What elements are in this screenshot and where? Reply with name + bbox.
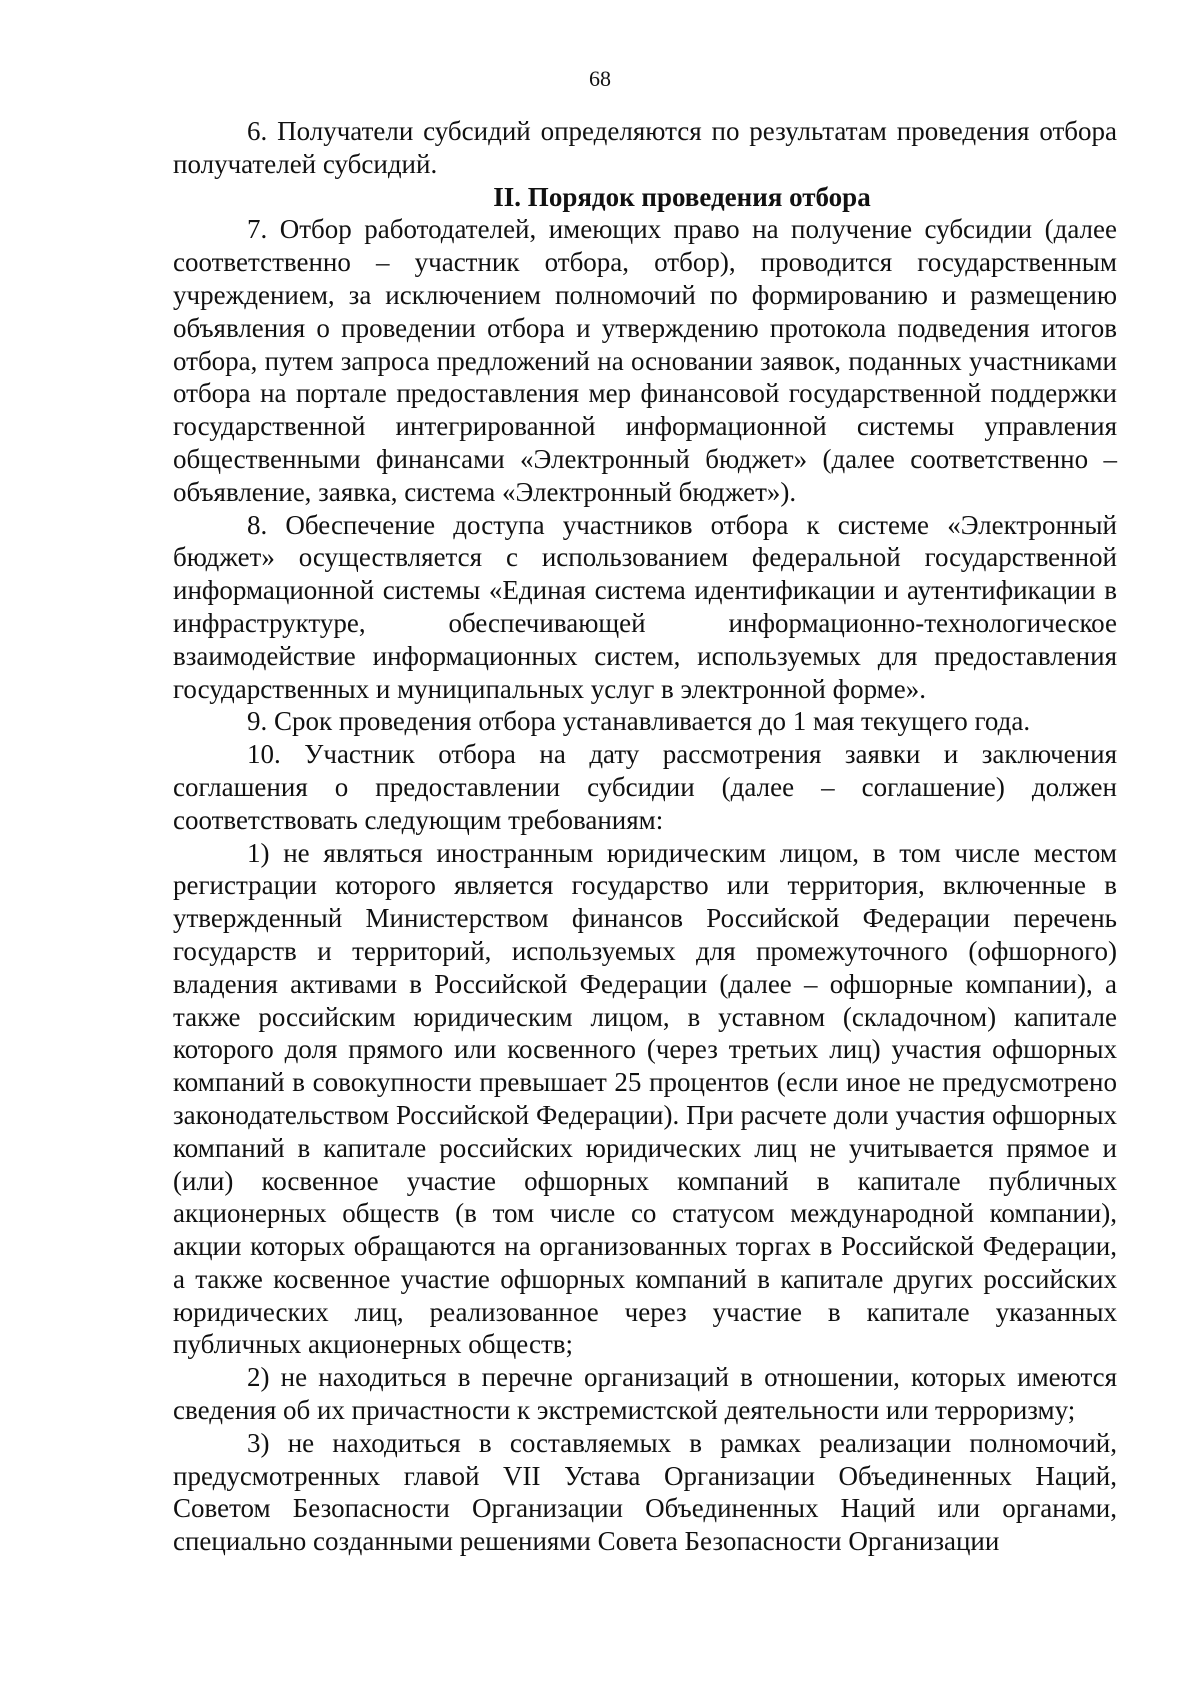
requirement-item-3: 3) не находиться в составляемых в рамках реализации полномочий, предусмотренных главой VII Устава Организации Объединенных Наций, Советом Безопасности Организации Объединенных Наций или органами, специально созданными решениями Совета Безопасности Организации [173,1427,1117,1557]
requirement-item-1: 1) не являться иностранным юридическим лицом, в том числе местом регистрации которого является государство или территория, включенные в утвержденный Министерством финансов Российской Федерации перечень государств и территорий, используемых для промежуточного (офшорного) владения активами в Российской Федерации (далее – офшорные компании), а также российским юридическим лицом, в уставном (складочном) капитале которого доля прямого или косвенного (через третьих лиц) участия офшорных компаний в совокупности превышает 25 процентов (если иное не предусмотрено законодательством Российской Федерации). При расчете доли участия офшорных компаний в капитале российских юридических лиц не учитывается прямое и (или) косвенное участие офшорных компаний в капитале публичных акционерных обществ (в том числе со статусом международной компании), акции которых обращаются на организованных торгах в Российской Федерации, а также косвенное участие офшорных компаний в капитале других российских юридических лиц, реализованное через участие в капитале указанных публичных акционерных обществ; [173,837,1117,1360]
paragraph-8: 8. Обеспечение доступа участников отбора к системе «Электронный бюджет» осуществляется с использованием федеральной государственной информационной системы «Единая система идентификации и аутентификации в инфраструктуре, обеспечивающей информационно-технологическое взаимодействие информационных систем, используемых для предоставления государственных и муниципальных услуг в электронной форме». [173,509,1117,704]
paragraph-10: 10. Участник отбора на дату рассмотрения заявки и заключения соглашения о предоставлении субсидии (далее – соглашение) должен соответствовать следующим требованиям: [173,739,1117,835]
section-heading: II. Порядок проведения отбора [493,181,871,212]
paragraph-7: 7. Отбор работодателей, имеющих право на получение субсидии (далее соответственно – участник отбора, отбор), проводится государственным учреждением, за исключением полномочий по формированию и размещению объявления о проведении отбора и утверждению протокола подведения итогов отбора, путем запроса предложений на основании заявок, поданных участниками отбора на портале предоставления мер финансовой государственной поддержки государственной интегрированной информационной системы управления общественными финансами «Электронный бюджет» (далее соответственно – объявление, заявка, система «Электронный бюджет»). [173,214,1117,507]
paragraph-9: 9. Срок проведения отбора устанавливается до 1 мая текущего года. [247,706,1031,737]
requirement-item-2: 2) не находиться в перечне организаций в отношении, которых имеются сведения об их причастности к экстремистской деятельности или терроризму; [173,1362,1117,1426]
document-body [173,115,1117,1558]
paragraph-6: 6. Получатели субсидий определяются по результатам проведения отбора получателей субсидий. [173,116,1117,179]
page-number: 68 [589,66,611,91]
